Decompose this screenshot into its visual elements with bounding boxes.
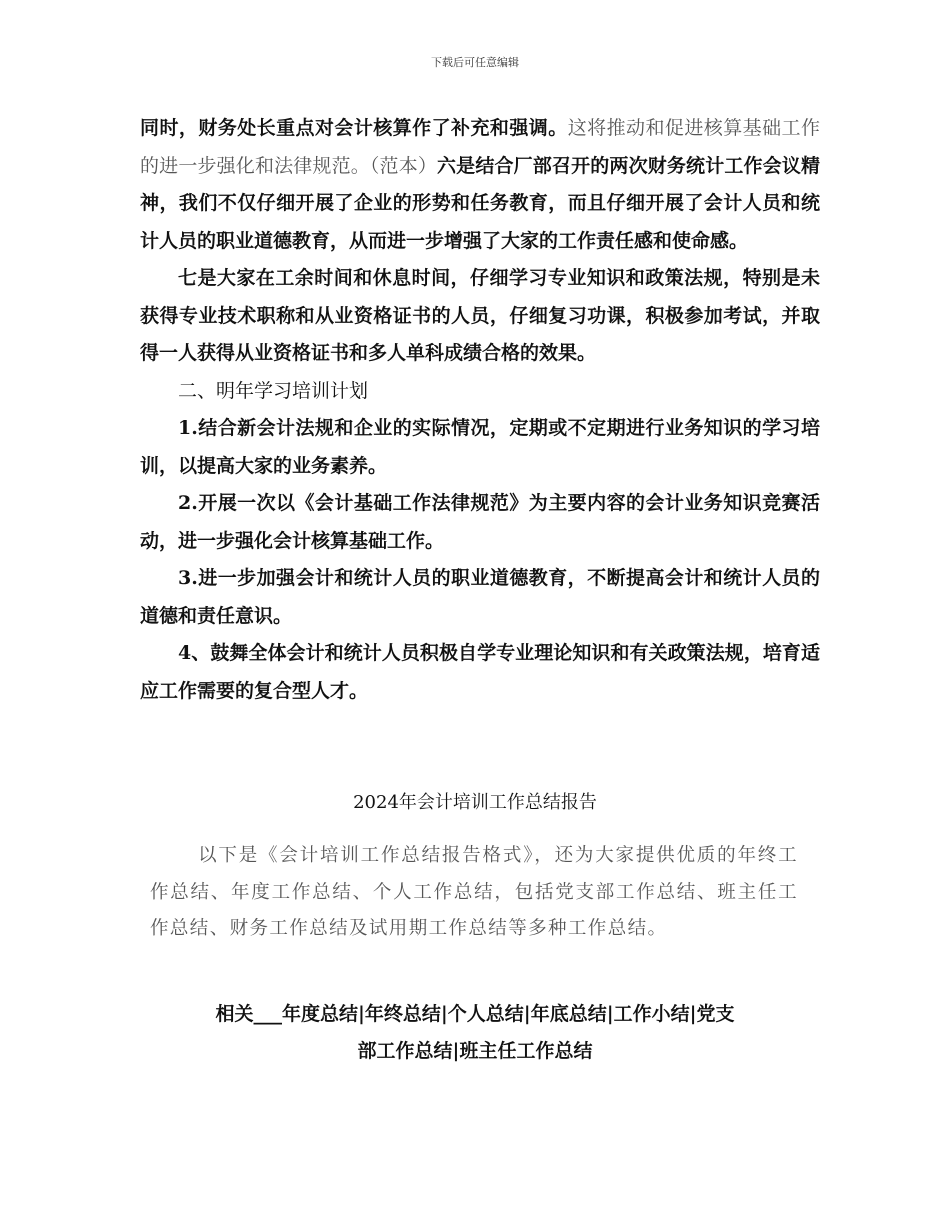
plan-item-1: 1.结合新会计法规和企业的实际情况，定期或不定期进行业务知识的学习培训，以提高大家的业务素养。: [140, 417, 820, 477]
document-body: [140, 110, 820, 710]
paragraph-1: [140, 110, 820, 260]
plan-item-2: 2.开展一次以《会计基础工作法律规范》为主要内容的会计业务知识竞赛活动，进一步强化会计核算基础工作。: [140, 492, 820, 552]
paragraph-2: 七是大家在工余时间和休息时间，仔细学习专业知识和政策法规，特别是未获得专业技术职称和从业资格证书的人员，仔细复习功课，积极参加考试，并取得一人获得从业资格证书和多人单科成绩合格的效果。: [140, 267, 820, 364]
paragraph-1-bold: 同时，财务处长重点对会计核算作了补充和强调。: [140, 117, 568, 139]
paragraph-1-rest: 六是结合厂部召开的两次财务统计工作会议精神，我们不仅仔细开展了企业的形势和任务教育，而且仔细开展了会计人员和统计人员的职业道德教育，从而进一步增强了大家的工作责任感和使命感。: [140, 154, 820, 252]
paragraph-1-light: 这将推动和促进核算基础工作的进一步强化和法律规范。（范本）: [140, 117, 820, 177]
related-links-line-2: 部工作总结|班主任工作总结: [357, 1040, 593, 1062]
related-links: [150, 996, 800, 1070]
plan-item-4: 4、鼓舞全体会计和统计人员积极自学专业理论知识和有关政策法规，培育适应工作需要的复合型人才。: [140, 642, 820, 702]
related-links-line-1: 相关___年度总结|年终总结|个人总结|年底总结|工作小结|党支: [215, 1003, 735, 1025]
section-heading-plan: 二、明年学习培训计划: [178, 379, 369, 402]
intro-paragraph: 以下是《会计培训工作总结报告格式》，还为大家提供优质的年终工作总结、年度工作总结、个人工作总结，包括党支部工作总结、班主任工作总结、财务工作总结及试用期工作总结等多种工作总结。: [150, 845, 798, 939]
report-title: 2024年会计培训工作总结报告: [353, 792, 597, 813]
plan-item-3: 3.进一步加强会计和统计人员的职业道德教育，不断提高会计和统计人员的道德和责任意识。: [140, 567, 820, 627]
page-header: 下载后可任意编辑: [431, 56, 519, 69]
